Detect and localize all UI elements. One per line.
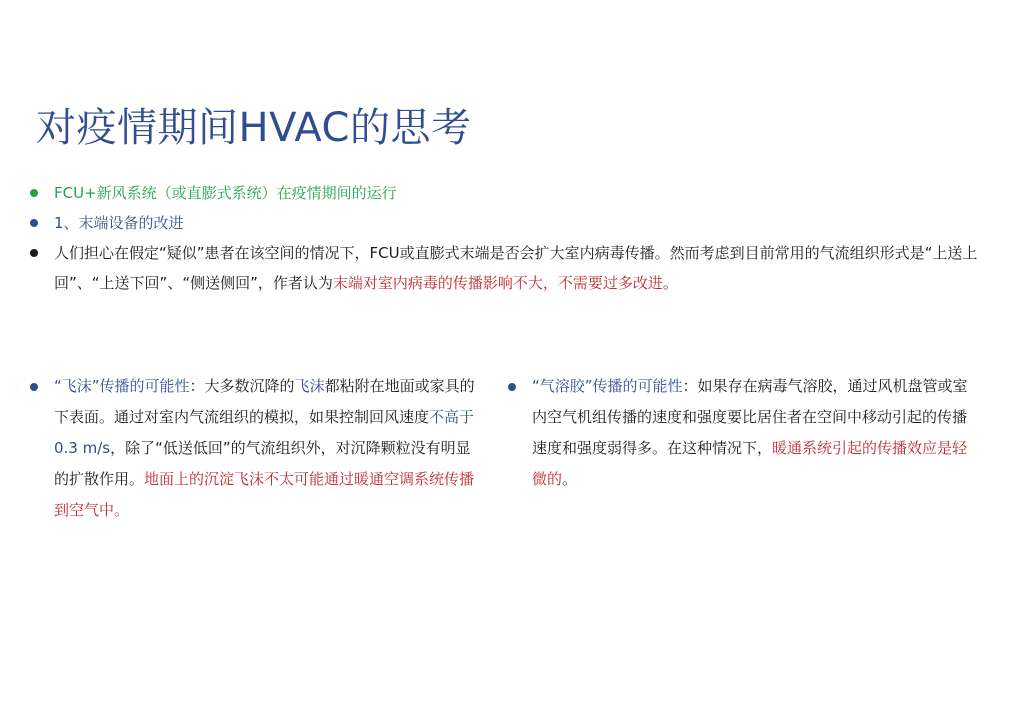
droplet-heading: “飞沫”传播的可能性 xyxy=(54,377,190,395)
aerosol-heading: “气溶胶”传播的可能性 xyxy=(532,377,683,395)
droplet-highlight-1: 飞沫 xyxy=(294,377,325,395)
bullet-text-highlight: 末端对室内病毒的传播影响不大，不需要过多改进 xyxy=(332,274,663,292)
bullet-item-droplet xyxy=(30,371,482,526)
droplet-column xyxy=(30,371,482,526)
bullet-text: 1、末端设备的改进 xyxy=(54,214,184,232)
page-title: 对疫情期间HVAC的思考 xyxy=(36,105,472,151)
droplet-text-1: ：大多数沉降的 xyxy=(189,377,295,395)
droplet-highlight-2: 不高于0.3 m/s xyxy=(54,408,475,457)
droplet-conclusion: 地面上的沉淀飞沫不太可能通过暖通空调系统传播到空气中。 xyxy=(54,470,475,519)
aerosol-conclusion: 暖通系统引起的传播效应是轻微的 xyxy=(532,439,968,488)
top-bullet-list xyxy=(30,178,995,298)
bullet-dot-icon xyxy=(508,383,516,391)
bullet-item-terminal-improvement xyxy=(30,208,995,238)
bullet-dot-icon xyxy=(30,189,38,197)
aerosol-column xyxy=(508,371,968,495)
bullet-dot-icon xyxy=(30,249,38,257)
droplet-text-2: 都粘附在地面或家具的下表面。通过对室内气流组织的模拟，如果控制回风速度 xyxy=(54,377,475,426)
bullet-item-fcu-system xyxy=(30,178,995,208)
bullet-text: FCU+新风系统（或直膨式系统）在疫情期间的运行 xyxy=(54,184,397,202)
bullet-text-end: 。 xyxy=(662,274,678,292)
bullet-dot-icon xyxy=(30,383,38,391)
bullet-dot-icon xyxy=(30,219,38,227)
bullet-text: 人们担心在假定“疑似”患者在该空间的情况下，FCU或直膨式末端是否会扩大室内病毒传播。然而考虑到目前常用的气流组织形式是“上送上回”、“上送下回”、“侧送侧回”，作者认为 xyxy=(54,244,978,292)
aerosol-text-end: 。 xyxy=(562,470,578,488)
droplet-text-3: ，除了“低送低回”的气流组织外，对沉降颗粒没有明显的扩散作用。 xyxy=(54,439,471,488)
aerosol-text-1: ：如果存在病毒气溶胶，通过风机盘管或室内空气机组传播的速度和强度要比居住者在空间中移动引起的传播速度和强度弱得多。在这种情况下， xyxy=(532,377,968,457)
bullet-item-concern xyxy=(30,238,995,298)
bullet-item-aerosol xyxy=(508,371,968,495)
